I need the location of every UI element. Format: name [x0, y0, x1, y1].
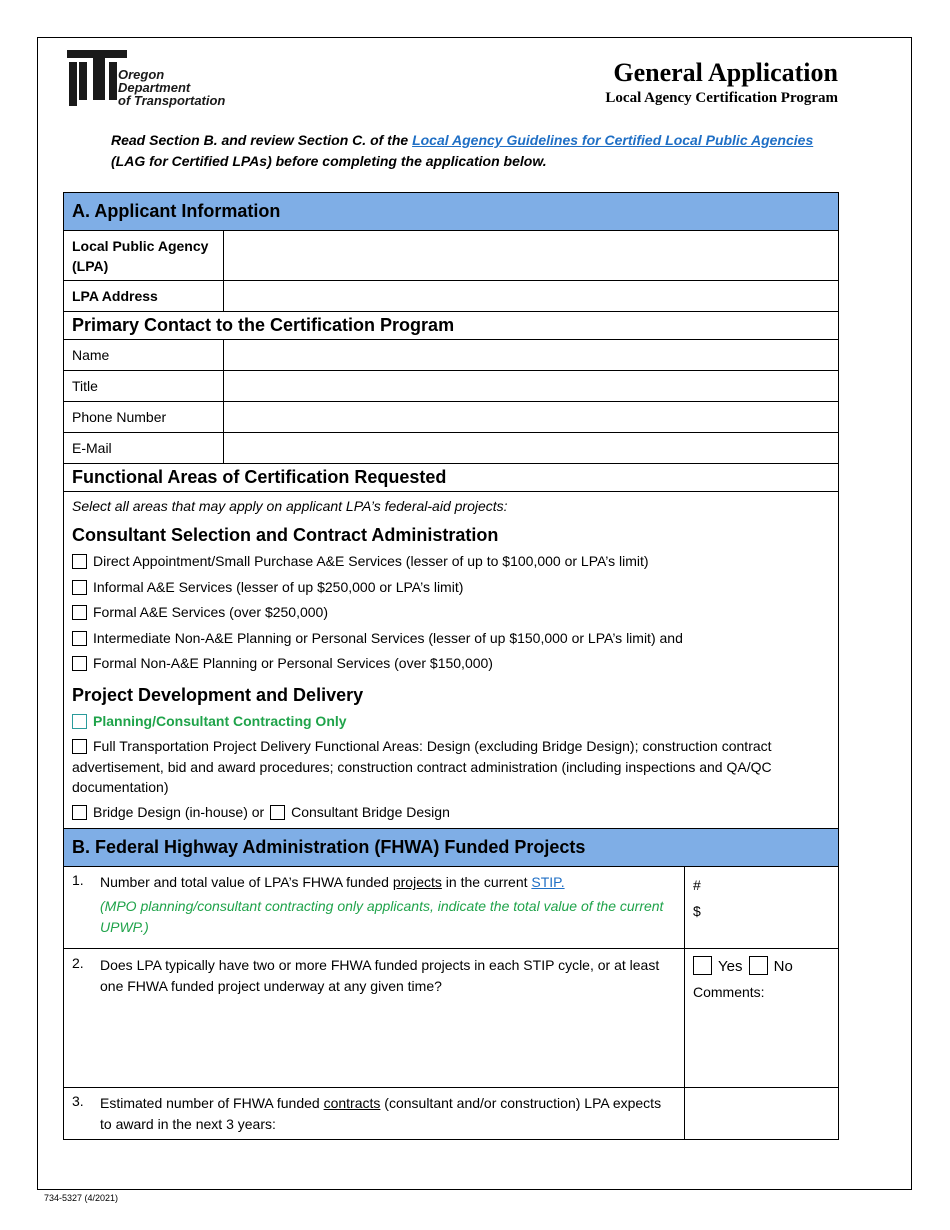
lpa-label: Local Public Agency (LPA) [64, 231, 224, 281]
document-subtitle: Local Agency Certification Program [605, 90, 838, 106]
question-1-row [72, 872, 676, 938]
option-full-delivery [72, 736, 830, 798]
option-formal-ae [72, 600, 830, 626]
lpa-input[interactable] [224, 231, 839, 281]
bridge-consultant-label: Consultant Bridge Design [291, 803, 450, 820]
lpa-address-label: LPA Address [64, 281, 224, 312]
title-label: Title [64, 371, 224, 402]
email-input[interactable] [224, 433, 839, 464]
option-label: Full Transportation Project Delivery Functional Areas: Design (excluding Bridge Design); construction contract advertisement, bid and award procedures; construction contract administration (including inspections and QA/QC documentation) [72, 738, 772, 795]
intro-text-before: Read Section B. and review Section C. of the [111, 132, 413, 148]
lpa-address-input[interactable] [224, 281, 839, 312]
question-number: 1. [72, 872, 84, 888]
q1-count-label: # [693, 877, 701, 893]
option-planning-only [72, 709, 830, 735]
option-label: Intermediate Non-A&E Planning or Personal Services (lesser of up $150,000 or LPA’s limit) and [93, 629, 683, 646]
yes-label: Yes [718, 958, 743, 975]
form-number: 734-5327 (4/2021) [44, 1193, 119, 1203]
bridge-consultant-checkbox[interactable] [270, 805, 285, 820]
q1-text-underlined: projects [392, 874, 442, 890]
logo-line-3: of Transportation [118, 93, 226, 108]
bridge-inhouse-checkbox[interactable] [72, 805, 87, 820]
planning-only-checkbox[interactable] [72, 714, 87, 729]
question-3 [64, 1088, 685, 1140]
functional-areas-block [64, 492, 839, 829]
formal-non-ae-checkbox[interactable] [72, 656, 87, 671]
question-number: 2. [72, 955, 84, 971]
question-2-row [72, 955, 676, 997]
option-bridge-design [72, 800, 830, 826]
section-a-header: A. Applicant Information [64, 193, 839, 231]
option-informal-ae [72, 575, 830, 601]
no-label: No [773, 958, 793, 975]
option-label: Formal Non-A&E Planning or Personal Services (over $150,000) [93, 655, 493, 671]
application-form [63, 192, 838, 1140]
q1-text-b: in the current [441, 874, 532, 890]
primary-contact-heading: Primary Contact to the Certification Program [64, 312, 839, 340]
question-3-row [72, 1093, 676, 1135]
phone-input[interactable] [224, 402, 839, 433]
formal-ae-checkbox[interactable] [72, 605, 87, 620]
option-label: Informal A&E Services (lesser of up $250,000 or LPA’s limit) [93, 578, 464, 595]
option-label: Direct Appointment/Small Purchase A&E Services (lesser of up to $100,000 or LPA’s limit) [93, 553, 649, 569]
email-label: E-Mail [64, 433, 224, 464]
option-formal-non-ae [72, 651, 830, 677]
question-2-text: Does LPA typically have two or more FHWA funded projects in each STIP cycle, or at least one FHWA funded project underway at any given time? [100, 957, 660, 994]
question-number: 3. [72, 1093, 84, 1109]
full-delivery-checkbox[interactable] [72, 739, 87, 754]
project-development-heading: Project Development and Delivery [72, 684, 364, 705]
q1-answer-cell[interactable] [685, 867, 839, 949]
yes-checkbox[interactable] [693, 956, 712, 975]
logo-wordmark [118, 68, 225, 107]
intro-text-after: (LAG for Certified LPAs) before completing the application below. [111, 153, 547, 169]
direct-appointment-checkbox[interactable] [72, 554, 87, 569]
option-label: Formal A&E Services (over $250,000) [93, 604, 328, 620]
q3-text-b: (consultant and/or construction) LPA expects to award in the next 3 years: [100, 1095, 662, 1132]
option-label: Planning/Consultant Contracting Only [93, 712, 347, 729]
q1-value-label: $ [693, 903, 701, 919]
q3-answer-cell[interactable] [685, 1088, 839, 1140]
phone-label: Phone Number [64, 402, 224, 433]
informal-ae-checkbox[interactable] [72, 580, 87, 595]
logo-line-2: Department [118, 80, 191, 95]
title-input[interactable] [224, 371, 839, 402]
question-2 [64, 949, 685, 1088]
bridge-inhouse-label: Bridge Design (in-house) or [93, 803, 265, 820]
name-input[interactable] [224, 340, 839, 371]
logo-line-1: Oregon [118, 67, 165, 82]
q2-answer-cell [685, 949, 839, 1088]
question-1-text [100, 872, 676, 938]
intermediate-non-ae-checkbox[interactable] [72, 631, 87, 646]
stip-link[interactable]: STIP. [531, 874, 565, 890]
option-direct-appointment [72, 549, 830, 575]
functional-instructions: Select all areas that may apply on applicant LPA’s federal-aid projects: [72, 498, 508, 514]
lag-guidelines-link[interactable]: Local Agency Guidelines for Certified Local Public Agencies [412, 132, 814, 148]
question-3-text [100, 1093, 676, 1135]
question-1 [64, 867, 685, 949]
no-checkbox[interactable] [749, 956, 768, 975]
intro-instructions [111, 130, 851, 172]
document-title: General Application [613, 58, 838, 87]
comments-label: Comments: [693, 984, 765, 1000]
q3-text-underlined: contracts [323, 1095, 381, 1111]
q2-yes-no [693, 956, 830, 978]
q3-text-a: Estimated number of FHWA funded [100, 1095, 324, 1111]
section-b-header: B. Federal Highway Administration (FHWA) Funded Projects [64, 829, 839, 867]
q1-mpo-note: (MPO planning/consultant contracting only applicants, indicate the total value of the current UPWP.) [100, 898, 664, 935]
functional-areas-heading: Functional Areas of Certification Requested [64, 464, 839, 492]
name-label: Name [64, 340, 224, 371]
form-table [63, 192, 839, 1140]
consultant-selection-heading: Consultant Selection and Contract Administration [72, 525, 499, 545]
option-intermediate-non-ae [72, 626, 830, 652]
q1-text-a: Number and total value of LPA’s FHWA funded [100, 874, 393, 890]
